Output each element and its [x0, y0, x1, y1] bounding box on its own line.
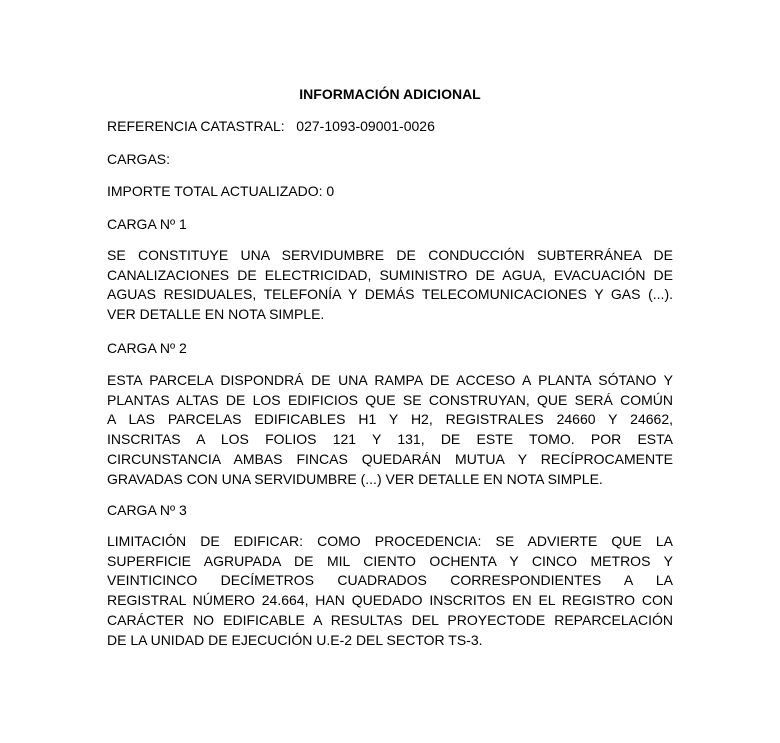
text-line: GRAVADAS CON UNA SERVIDUMBRE (...) VER DETALLE EN NOTA SIMPLE. [107, 470, 603, 487]
text-line: CIRCUNSTANCIA AMBAS FINCAS QUEDARÁN MUTUA Y RECÍPROCAMENTE [107, 450, 673, 467]
cadastral-reference-label: REFERENCIA CATASTRAL: [107, 118, 285, 134]
carga-2-heading: CARGA Nº 2 [107, 340, 187, 356]
text-line: ESTA PARCELA DISPONDRÁ DE UNA RAMPA DE ACCESO A PLANTA SÓTANO Y [107, 372, 673, 388]
document-title: INFORMACIÓN ADICIONAL [299, 86, 481, 102]
text-line: A LAS PARCELAS EDIFICABLES H1 Y H2, REGISTRALES 24660 Y 24662, [107, 411, 673, 428]
carga-2-text [107, 371, 673, 489]
cadastral-reference [107, 117, 673, 137]
text-line: DE LA UNIDAD DE EJECUCIÓN U.E-2 DEL SECTOR TS-3. [107, 631, 483, 648]
text-line: PLANTAS ALTAS DE LOS EDIFICIOS QUE SE CONSTRUYAN, QUE SERÁ COMÚN [107, 391, 673, 408]
carga-1-heading: CARGA Nº 1 [107, 216, 187, 232]
text-line: AGUAS RESIDUALES, TELEFONÍA Y DEMÁS TELECOMUNICACIONES Y GAS (...). [107, 286, 673, 303]
carga-3-text [107, 532, 673, 650]
total-amount: IMPORTE TOTAL ACTUALIZADO: 0 [107, 183, 335, 199]
text-line: SE CONSTITUYE UNA SERVIDUMBRE DE CONDUCCIÓN SUBTERRÁNEA DE [107, 247, 673, 263]
text-line: VEINTICINCO DECÍMETROS CUADRADOS CORRESPONDIENTES A LA [107, 572, 673, 589]
text-line: CARÁCTER NO EDIFICABLE A RESULTAS DEL PROYECTODE REPARCELACIÓN [107, 611, 673, 628]
cargas-label: CARGAS: [107, 151, 171, 167]
cadastral-reference-value: 027-1093-09001-0026 [296, 118, 435, 134]
text-line: SUPERFICIE AGRUPADA DE MIL CIENTO OCHENTA Y CINCO METROS Y [107, 552, 673, 569]
text-line: INSCRITAS A LOS FOLIOS 121 Y 131, DE ESTE TOMO. POR ESTA [107, 431, 673, 448]
text-line: CANALIZACIONES DE ELECTRICIDAD, SUMINISTRO DE AGUA, EVACUACIÓN DE [107, 266, 673, 283]
text-line: REGISTRAL NÚMERO 24.664, HAN QUEDADO INSCRITOS EN EL REGISTRO CON [107, 592, 673, 609]
carga-1-text [107, 246, 673, 325]
text-line: VER DETALLE EN NOTA SIMPLE. [107, 306, 325, 323]
text-line: LIMITACIÓN DE EDIFICAR: COMO PROCEDENCIA: SE ADVIERTE QUE LA [107, 533, 673, 549]
carga-3-heading: CARGA Nº 3 [107, 502, 187, 518]
